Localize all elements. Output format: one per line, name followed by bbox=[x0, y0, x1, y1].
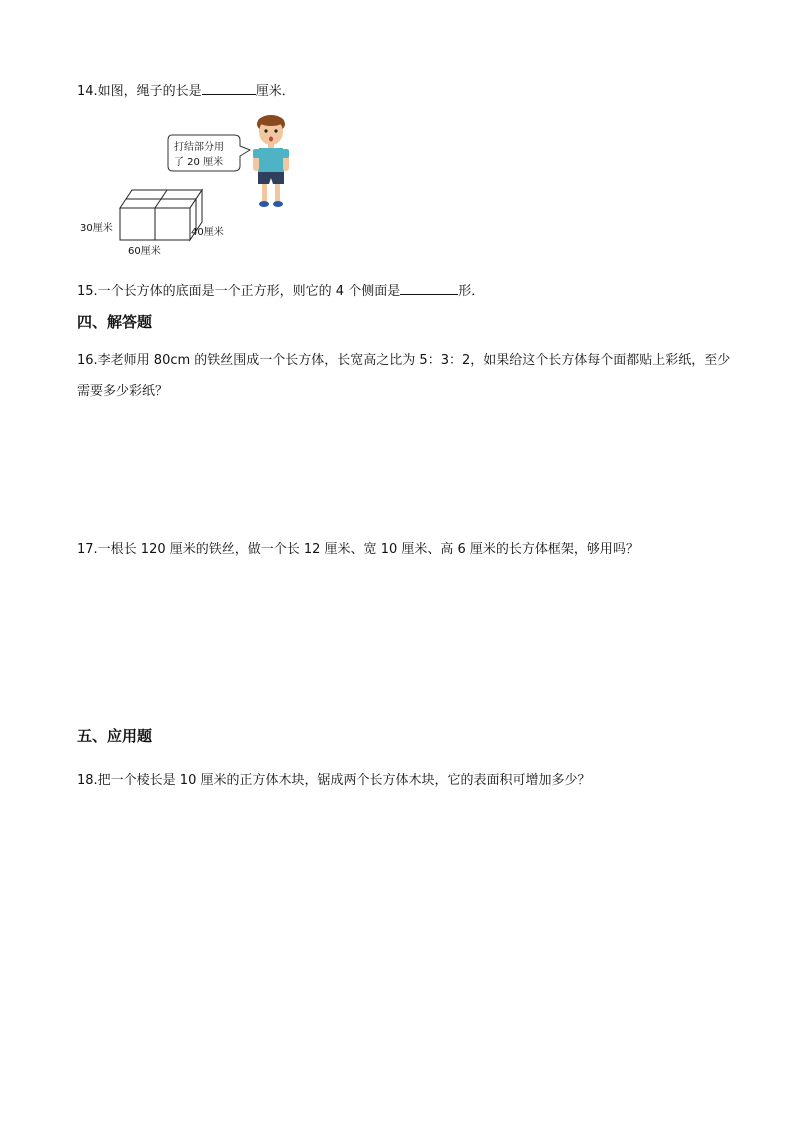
box-rope-figure bbox=[70, 110, 310, 265]
question-16: 16.李老师用 80cm 的铁丝围成一个长方体，长宽高之比为 5：3：2，如果给这个长方体每个面都贴上彩纸，至少需要多少彩纸？ bbox=[77, 353, 731, 400]
label-width: 60厘米 bbox=[128, 246, 161, 257]
speech-line-1: 打结部分用 bbox=[174, 142, 224, 153]
question-14-text-after: 厘米． bbox=[255, 84, 295, 99]
section-heading-5: 五、应用题 bbox=[77, 727, 153, 745]
question-14-text-before: 14.如图，绳子的长是 bbox=[77, 84, 202, 99]
question-15 bbox=[77, 280, 484, 305]
boy-illustration bbox=[253, 115, 289, 207]
question-17: 17.一根长 120 厘米的铁丝，做一个长 12 厘米、宽 10 厘米、高 6 厘米的长方体框架，够用吗？ bbox=[77, 542, 639, 557]
box-drawing bbox=[120, 190, 202, 240]
question-15-text-before: 15.一个长方体的底面是一个正方形，则它的 4 个侧面是 bbox=[77, 284, 401, 299]
speech-line-2: 了 20 厘米 bbox=[174, 157, 224, 168]
speech-bubble bbox=[168, 135, 250, 171]
question-15-text-after: 形． bbox=[458, 284, 485, 299]
label-depth: 40厘米 bbox=[191, 227, 224, 238]
answer-blank-15[interactable] bbox=[400, 282, 458, 295]
question-14 bbox=[77, 80, 295, 105]
answer-blank-14[interactable] bbox=[202, 82, 256, 95]
label-height: 30厘米 bbox=[80, 223, 113, 234]
question-18: 18.把一个棱长是 10 厘米的正方体木块，锯成两个长方体木块，它的表面积可增加多少？ bbox=[77, 773, 591, 788]
section-heading-4: 四、解答题 bbox=[77, 313, 153, 331]
